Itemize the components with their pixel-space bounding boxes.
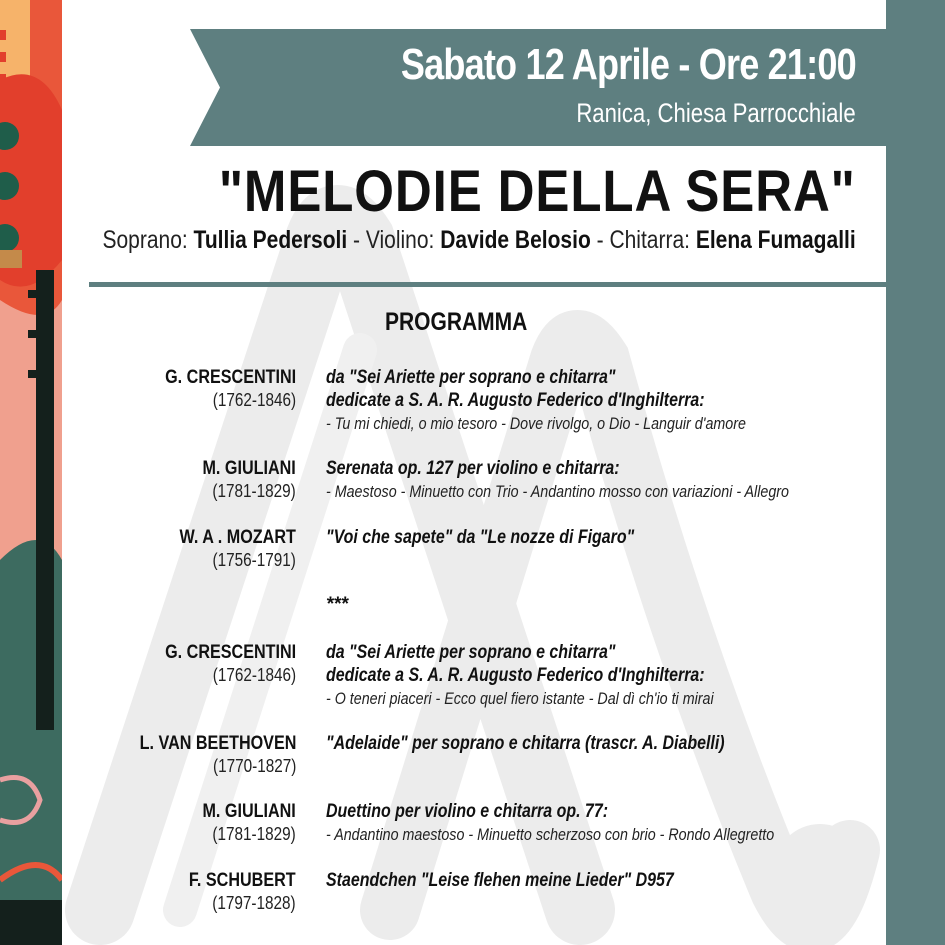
composer-name: W. A . MOZART: [179, 527, 296, 548]
composer-name: G. CRESCENTINI: [164, 642, 296, 663]
performers-line: [103, 226, 856, 255]
performer-name: Davide Belosio: [440, 226, 592, 254]
work-block: [326, 526, 634, 549]
work-title: Staendchen "Leise flehen meine Lieder" D957: [326, 870, 674, 891]
performer-separator: -: [347, 226, 367, 254]
work-movements: - Tu mi chiedi, o mio tesoro - Dove rivolgo, o Dio - Languir d'amore: [326, 414, 746, 433]
performer-separator: -: [591, 226, 610, 254]
program-separator: ***: [326, 594, 349, 615]
composer-block: [180, 526, 296, 572]
performer-name: Elena Fumagalli: [696, 226, 856, 254]
composer-name: L. VAN BEETHOVEN: [139, 733, 296, 754]
composer-name: F. SCHUBERT: [189, 870, 296, 891]
event-venue: Ranica, Chiesa Parrocchiale: [576, 98, 856, 128]
work-title: dedicate a S. A. R. Augusto Federico d'Inghilterra:: [326, 665, 705, 686]
work-title: Duettino per violino e chitarra op. 77:: [326, 801, 609, 822]
composer-block: [165, 366, 296, 412]
work-movements: - O teneri piaceri - Ecco quel fiero istante - Dal dì ch'io ti mirai: [326, 689, 714, 708]
composer-block: [139, 732, 296, 778]
work-title: da "Sei Ariette per soprano e chitarra": [326, 642, 616, 663]
composer-years: (1756-1791): [212, 550, 296, 570]
composer-block: [165, 641, 296, 687]
work-block: [326, 457, 789, 503]
composer-years: (1762-1846): [212, 390, 296, 410]
composer-name: M. GIULIANI: [202, 801, 296, 822]
performer-name: Tullia Pedersoli: [193, 226, 348, 254]
performer-role: Chitarra:: [609, 226, 691, 254]
composer-years: (1770-1827): [212, 756, 296, 776]
violin-artwork-illustration: [0, 0, 62, 945]
work-title: Serenata op. 127 per violino e chitarra:: [326, 458, 620, 479]
work-block: [326, 366, 746, 435]
work-block: [326, 800, 774, 846]
event-date-time: Sabato 12 Aprile - Ore 21:00: [401, 40, 856, 89]
concert-title: "MELODIE DELLA SERA": [219, 159, 856, 224]
composer-block: [203, 457, 296, 503]
work-block: [326, 869, 674, 892]
composer-block: [203, 800, 296, 846]
composer-years: (1781-1829): [212, 824, 296, 844]
composer-name: M. GIULIANI: [202, 458, 296, 479]
program-heading: PROGRAMMA: [385, 308, 528, 336]
section-divider: [89, 282, 886, 287]
composer-block: [189, 869, 296, 915]
composer-years: (1762-1846): [212, 665, 296, 685]
work-movements: - Maestoso - Minuetto con Trio - Andantino mosso con variazioni - Allegro: [326, 482, 789, 501]
composer-years: (1797-1828): [212, 893, 296, 913]
work-title: dedicate a S. A. R. Augusto Federico d'Inghilterra:: [326, 390, 705, 411]
work-title: da "Sei Ariette per soprano e chitarra": [326, 367, 616, 388]
work-title: "Adelaide" per soprano e chitarra (trascr. A. Diabelli): [326, 733, 725, 754]
work-movements: - Andantino maestoso - Minuetto scherzoso con brio - Rondo Allegretto: [326, 825, 775, 844]
composer-years: (1781-1829): [212, 481, 296, 501]
work-title: "Voi che sapete" da "Le nozze di Figaro": [326, 527, 635, 548]
performer-role: Soprano:: [102, 226, 189, 254]
decorative-art-strip: [0, 0, 62, 945]
right-accent-strip: [886, 0, 945, 945]
composer-name: G. CRESCENTINI: [164, 367, 296, 388]
work-block: [326, 732, 725, 755]
performer-role: Violino:: [366, 226, 435, 254]
work-block: [326, 641, 714, 710]
